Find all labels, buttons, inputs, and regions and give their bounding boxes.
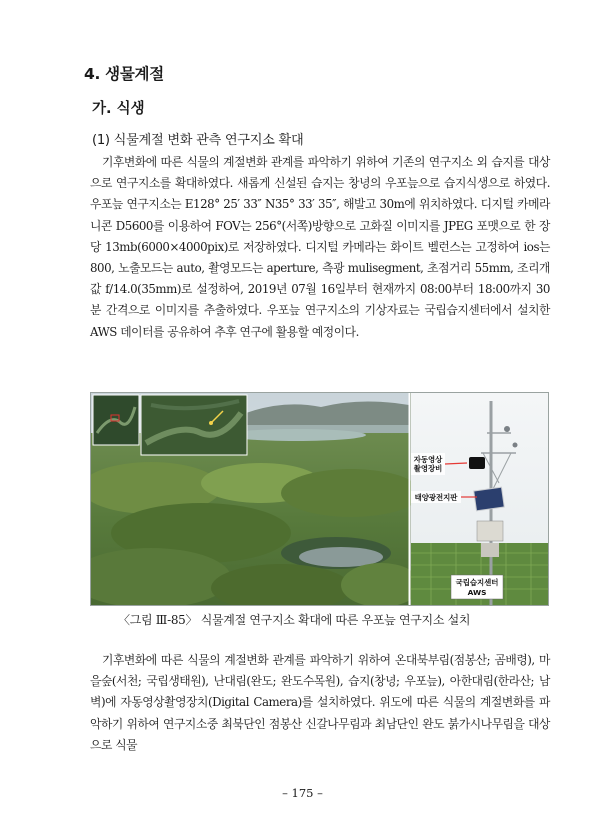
section-title: 4. 생물계절 [84,65,164,83]
figure-caption: 〈그림 Ⅲ-85〉 식물계절 연구지소 확대에 따른 우포늪 연구지소 설치 [118,613,471,627]
aerial-map-small [93,395,139,445]
figure-upo-wetland [90,392,549,606]
aerial-map-large [141,395,247,455]
paragraph-1: 기후변화에 따른 식물의 계절변화 관계를 파악하기 위하여 기존의 연구지소 외 습지를 대상으로 연구지소를 확대하였다. 새롭게 신설된 습지는 창녕의 우포늪으로 습지식생으로 하였다. 우포늪 연구지소는 E128° 25′ 33″ N35° 33′ 35″, 해발고 30m에 위치하였다. 디지털 카메라 니콘 D5600를 이용하여 FOV는 256°(서쪽)방향으로 고화질 이미지를 JPEG 포맷으로 한 장당 13mb(6000×4000pix)로 저장하였다. 디지털 카메라는 화이트 벨런스는 고정하여 ios는 800, 노출모드는 auto, 촬영모드는 aperture, 측광 mulisegment, 초점거리 55mm, 조리개값 f/14.0(35mm)로 설정하여, 2019년 07월 16일부터 현재까지 08:00부터 18:00까지 30분 간격으로 이미지를 추출하였다. 우포늪 연구지소의 기상자료는 국립습지센터에서 설치한 AWS 데이터를 공유하여 추후 연구에 활용할 예정이다. [90,155,550,339]
subsection-title: 가. 식생 [92,101,145,117]
label-aws-line1: 국립습지센터 [455,578,499,587]
paragraph-2: 기후변화에 따른 식물의 계절변화 관계를 파악하기 위하여 온대북부림(점봉산; 곰배령), 마을숲(서천; 국립생태원), 난대림(완도; 완도수목원), 습지(창녕; 우포늪), 아한대림(한라산; 남벽)에 자동영상촬영장치(Digital Camera)를 설치하였다. 위도에 따른 식물의 계절변화를 파악하기 위하여 연구지소중 최북단인 점봉산 신갈나무림과 최남단인 완도 붉가시나무림을 대상으로 식물 [90,653,550,752]
label-aws-line2: AWS [467,588,487,597]
label-solar-panel: 태양광전지판 [414,493,458,502]
aws-station-photo [411,393,548,605]
page-number: – 175 – [282,786,323,800]
sub-heading: (1) 식물계절 변화 관측 연구지소 확대 [92,133,304,148]
figure-photo [91,393,548,605]
label-camera-line1: 자동영상 [413,455,443,464]
label-camera-line2: 촬영장비 [413,464,443,473]
